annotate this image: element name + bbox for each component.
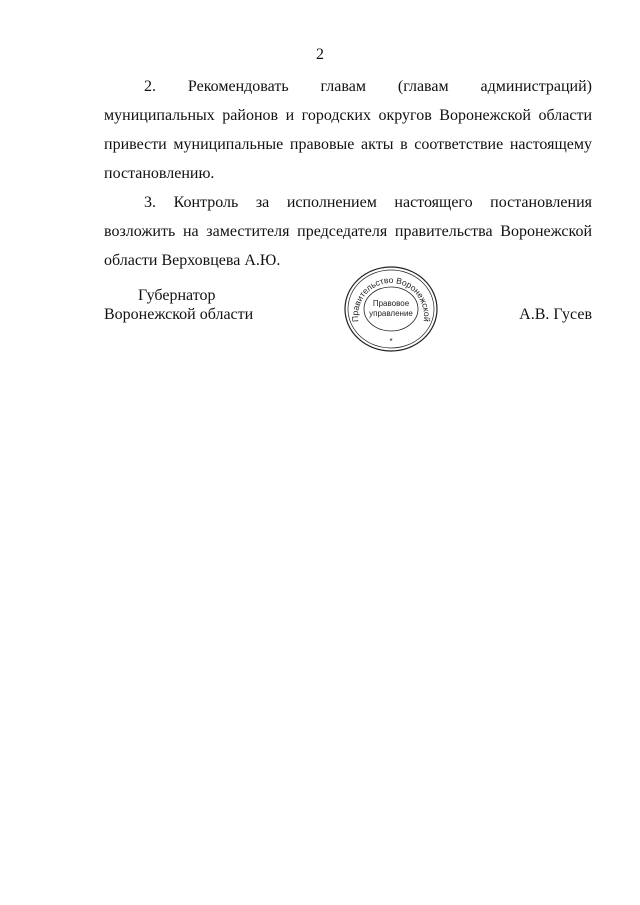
signatory-title — [104, 286, 274, 324]
signatory-title-line1: Губернатор — [138, 287, 216, 304]
document-body — [104, 72, 592, 275]
paragraph-item-2: 2. Рекомендовать главам (главам администраций) муниципальных районов и городских округов Воронежской области привести муниципальные правовые акты в соответствие настоящему постановлению. — [104, 78, 592, 182]
seal-star: * — [389, 337, 393, 346]
paragraph-item-3: 3. Контроль за исполнением настоящего постановления возложить на заместителя председателя правительства Воронежской области Верховцева А.Ю. — [104, 194, 592, 269]
seal-inner-line2: управление — [369, 309, 413, 318]
seal-outer-text: Правительство Воронежской — [349, 274, 433, 323]
official-seal-stamp — [341, 264, 441, 354]
signatory-name: А.В. Гусев — [519, 306, 592, 323]
seal-inner-line1: Правовое — [372, 299, 410, 308]
page-number: 2 — [316, 46, 324, 63]
seal-graphic — [341, 264, 441, 354]
signatory-title-line2: Воронежской области — [104, 306, 254, 323]
